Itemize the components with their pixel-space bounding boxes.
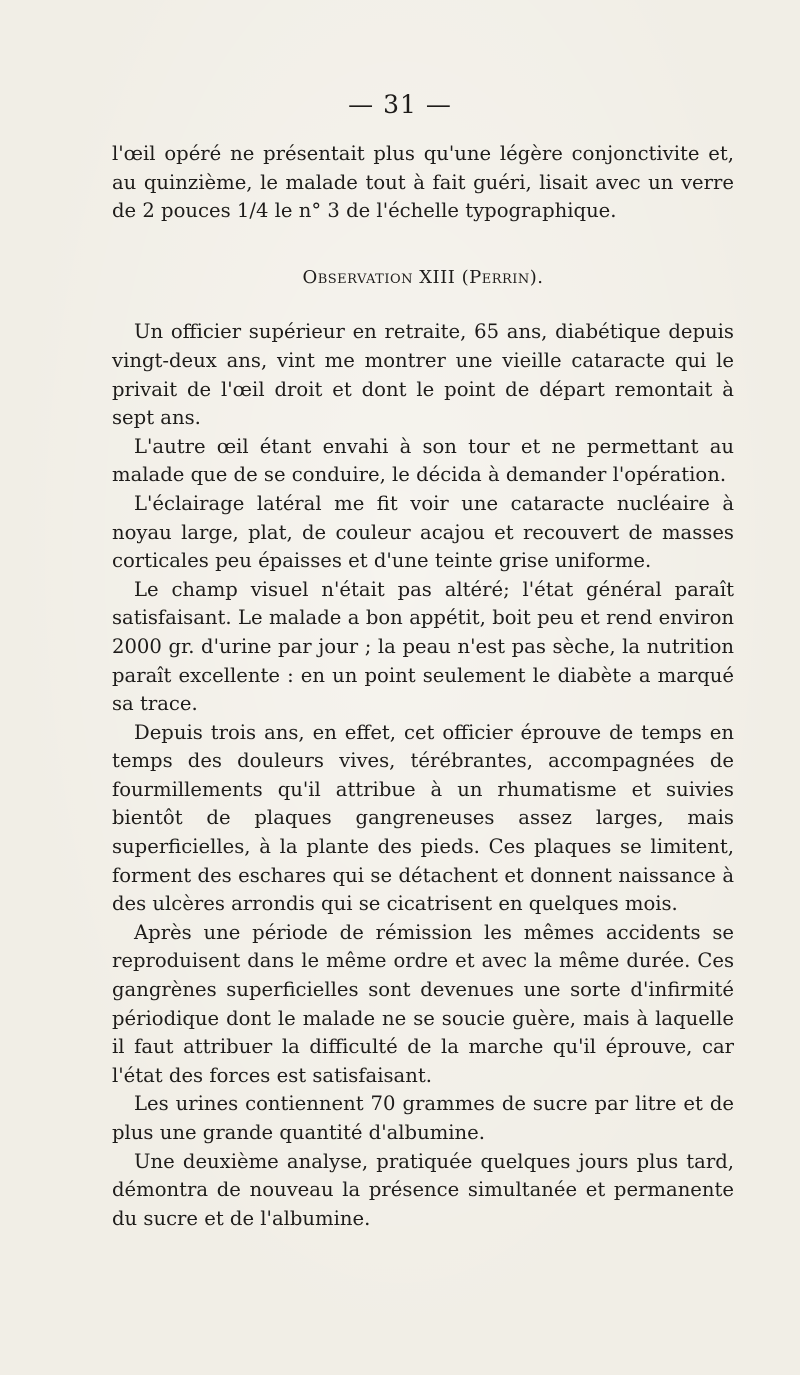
paragraph: L'autre œil étant envahi à son tour et ne permettant au malade que de se conduire, le décida à demander l'opération. bbox=[112, 434, 734, 487]
observation-heading: Observation XIII (Perrin). bbox=[302, 266, 544, 288]
paragraph: L'éclairage latéral me fit voir une cataracte nucléaire à noyau large, plat, de couleur acajou et recouvert de masses corticales peu épaisses et d'une teinte grise uniforme. bbox=[112, 491, 734, 573]
paragraph: Après une période de rémission les mêmes accidents se reproduisent dans le même ordre et avec la même durée. Ces gangrènes superficielles sont devenues une sorte d'infirmité périodique dont le malade ne se soucie guère, mais à laquelle il faut attribuer la difficulté de la marche qu'il éprouve, car l'état des forces est satisfaisant. bbox=[112, 920, 734, 1087]
page-number: — 31 — bbox=[348, 90, 452, 119]
paragraph-continuation: l'œil opéré ne présentait plus qu'une légère conjonctivite et, au quinzième, le malade tout à fait guéri, lisait avec un verre de 2 pouces 1/4 le n° 3 de l'échelle typographique. bbox=[112, 142, 734, 223]
paragraph: Les urines contiennent 70 grammes de sucre par litre et de plus une grande quantité d'albumine. bbox=[112, 1092, 734, 1144]
body-text bbox=[112, 140, 734, 1233]
paragraph: Le champ visuel n'était pas altéré; l'état général paraît satisfaisant. Le malade a bon appétit, boit peu et rend environ 2000 gr. d'urine par jour ; la peau n'est pas sèche, la nutrition paraît excellente : en un point seulement le diabète a marqué sa trace. bbox=[112, 577, 734, 716]
paragraph: Une deuxième analyse, pratiquée quelques jours plus tard, démontra de nouveau la présence simultanée et permanente du sucre et de l'albumine. bbox=[112, 1149, 734, 1230]
paragraph: Depuis trois ans, en effet, cet officier éprouve de temps en temps des douleurs vives, térébrantes, accompagnées de fourmillements qu'il attribue à un rhumatisme et suivies bientôt de plaques gangreneuses assez larges, mais superficielles, à la plante des pieds. Ces plaques se limitent, forment des eschares qui se détachent et donnent naissance à des ulcères arrondis qui se cicatrisent en quelques mois. bbox=[112, 720, 734, 916]
paragraph: Un officier supérieur en retraite, 65 ans, diabétique depuis vingt-deux ans, vint me montrer une vieille cataracte qui le privait de l'œil droit et dont le point de départ remontait à sept ans. bbox=[112, 320, 734, 430]
